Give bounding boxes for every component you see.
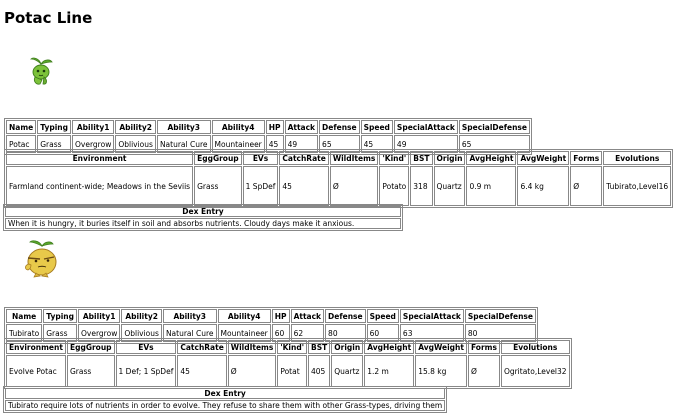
cell-kind: Potato bbox=[379, 166, 409, 206]
col-header-typing: Typing bbox=[37, 120, 71, 134]
col-header-specialattack: SpecialAttack bbox=[400, 309, 464, 323]
col-header-ability3: Ability3 bbox=[163, 309, 217, 323]
col-header-specialdefense: SpecialDefense bbox=[459, 120, 530, 134]
col-header-origin: Origin bbox=[331, 340, 363, 354]
cell-avgheight: 1.2 m bbox=[364, 355, 414, 387]
cell-specialattack: 49 bbox=[394, 135, 458, 153]
col-header-bst: BST bbox=[308, 340, 330, 354]
cell-avgweight: 15.8 kg bbox=[415, 355, 467, 387]
cell-defense: 80 bbox=[325, 324, 366, 342]
cell-specialattack: 63 bbox=[400, 324, 464, 342]
col-header-speed: Speed bbox=[361, 120, 393, 134]
col-header-ability1: Ability1 bbox=[72, 120, 114, 134]
cell-attack: 49 bbox=[285, 135, 318, 153]
col-header-ability2: Ability2 bbox=[121, 309, 162, 323]
col-header-avgheight: AvgHeight bbox=[364, 340, 414, 354]
cell-bst: 318 bbox=[410, 166, 432, 206]
col-header-attack: Attack bbox=[285, 120, 318, 134]
col-header-catchrate: CatchRate bbox=[279, 151, 328, 165]
col-header-speed: Speed bbox=[367, 309, 399, 323]
cell-attack: 62 bbox=[291, 324, 324, 342]
col-header-kind: 'Kind' bbox=[277, 340, 307, 354]
page-title: Potac Line bbox=[4, 9, 93, 27]
col-header-ability1: Ability1 bbox=[78, 309, 120, 323]
cell-forms: Ø bbox=[570, 166, 602, 206]
col-header-origin: Origin bbox=[434, 151, 466, 165]
cell-ability1: Overgrow bbox=[78, 324, 120, 342]
col-header-typing: Typing bbox=[43, 309, 77, 323]
col-header-evs: EVs bbox=[116, 340, 177, 354]
col-header-forms: Forms bbox=[570, 151, 602, 165]
cell-hp: 60 bbox=[272, 324, 290, 342]
col-header-egggroup: EggGroup bbox=[194, 151, 242, 165]
cell-ability4: Mountaineer bbox=[212, 135, 265, 153]
cell-specialdefense: 80 bbox=[465, 324, 536, 342]
potac-info-table bbox=[4, 149, 673, 208]
col-header-avgweight: AvgWeight bbox=[415, 340, 467, 354]
col-header-forms: Forms bbox=[468, 340, 500, 354]
cell-ability2: Oblivious bbox=[115, 135, 156, 153]
cell-avgweight: 6.4 kg bbox=[517, 166, 569, 206]
cell-kind: Potat bbox=[277, 355, 307, 387]
col-header-kind: 'Kind' bbox=[379, 151, 409, 165]
cell-bst: 405 bbox=[308, 355, 330, 387]
col-header-evolutions: Evolutions bbox=[501, 340, 570, 354]
cell-evs: 1 Def; 1 SpDef bbox=[116, 355, 177, 387]
col-header-egggroup: EggGroup bbox=[67, 340, 115, 354]
potac-sprite bbox=[27, 55, 55, 87]
col-header-name: Name bbox=[6, 120, 36, 134]
cell-evolutions: Ogritato,Level32 bbox=[501, 355, 570, 387]
col-header-environment: Environment bbox=[6, 340, 66, 354]
cell-specialdefense: 65 bbox=[459, 135, 530, 153]
col-header-defense: Defense bbox=[319, 120, 360, 134]
col-header-catchrate: CatchRate bbox=[177, 340, 226, 354]
cell-typing: Grass bbox=[37, 135, 71, 153]
cell-ability1: Overgrow bbox=[72, 135, 114, 153]
cell-evolutions: Tubirato,Level16 bbox=[603, 166, 671, 206]
col-header-avgweight: AvgWeight bbox=[517, 151, 569, 165]
col-header-ability4: Ability4 bbox=[212, 120, 265, 134]
cell-typing: Grass bbox=[43, 324, 77, 342]
cell-avgheight: 0.9 m bbox=[466, 166, 516, 206]
tubirato-dex-table bbox=[3, 386, 447, 413]
col-header-evolutions: Evolutions bbox=[603, 151, 671, 165]
col-header-wilditems: WildItems bbox=[228, 340, 277, 354]
col-header-wilditems: WildItems bbox=[330, 151, 379, 165]
cell-origin: Quartz bbox=[434, 166, 466, 206]
col-header-ability4: Ability4 bbox=[218, 309, 271, 323]
cell-wilditems: Ø bbox=[330, 166, 379, 206]
dex-entry-text: When it is hungry, it buries itself in soil and absorbs nutrients. Cloudy days make it anxious. bbox=[5, 218, 401, 229]
col-header-environment: Environment bbox=[6, 151, 193, 165]
cell-speed: 45 bbox=[361, 135, 393, 153]
col-header-specialattack: SpecialAttack bbox=[394, 120, 458, 134]
cell-forms: Ø bbox=[468, 355, 500, 387]
cell-egggroup: Grass bbox=[67, 355, 115, 387]
cell-speed: 60 bbox=[367, 324, 399, 342]
cell-hp: 45 bbox=[266, 135, 284, 153]
cell-ability3: Natural Cure bbox=[157, 135, 211, 153]
cell-egggroup: Grass bbox=[194, 166, 242, 206]
cell-ability3: Natural Cure bbox=[163, 324, 217, 342]
col-header-avgheight: AvgHeight bbox=[466, 151, 516, 165]
col-header-hp: HP bbox=[272, 309, 290, 323]
cell-environment: Evolve Potac bbox=[6, 355, 66, 387]
dex-entry-text: Tubirato require lots of nutrients in order to evolve. They refuse to share them with other Grass-types, driving them bbox=[5, 400, 445, 411]
col-header-ability3: Ability3 bbox=[157, 120, 211, 134]
col-header-bst: BST bbox=[410, 151, 432, 165]
cell-ability2: Oblivious bbox=[121, 324, 162, 342]
col-header-name: Name bbox=[6, 309, 42, 323]
tubirato-sprite bbox=[20, 238, 62, 278]
cell-catchrate: 45 bbox=[279, 166, 328, 206]
cell-name: Tubirato bbox=[6, 324, 42, 342]
cell-evs: 1 SpDef bbox=[243, 166, 279, 206]
tubirato-info-table bbox=[4, 338, 572, 389]
cell-origin: Quartz bbox=[331, 355, 363, 387]
col-header-hp: HP bbox=[266, 120, 284, 134]
dex-entry-header: Dex Entry bbox=[5, 388, 445, 399]
cell-ability4: Mountaineer bbox=[218, 324, 271, 342]
cell-wilditems: Ø bbox=[228, 355, 277, 387]
dex-entry-header: Dex Entry bbox=[5, 206, 401, 217]
col-header-attack: Attack bbox=[291, 309, 324, 323]
col-header-ability2: Ability2 bbox=[115, 120, 156, 134]
col-header-specialdefense: SpecialDefense bbox=[465, 309, 536, 323]
col-header-defense: Defense bbox=[325, 309, 366, 323]
cell-catchrate: 45 bbox=[177, 355, 226, 387]
cell-defense: 65 bbox=[319, 135, 360, 153]
cell-name: Potac bbox=[6, 135, 36, 153]
cell-environment: Farmland continent-wide; Meadows in the Seviis bbox=[6, 166, 193, 206]
col-header-evs: EVs bbox=[243, 151, 279, 165]
potac-dex-table bbox=[3, 204, 403, 231]
